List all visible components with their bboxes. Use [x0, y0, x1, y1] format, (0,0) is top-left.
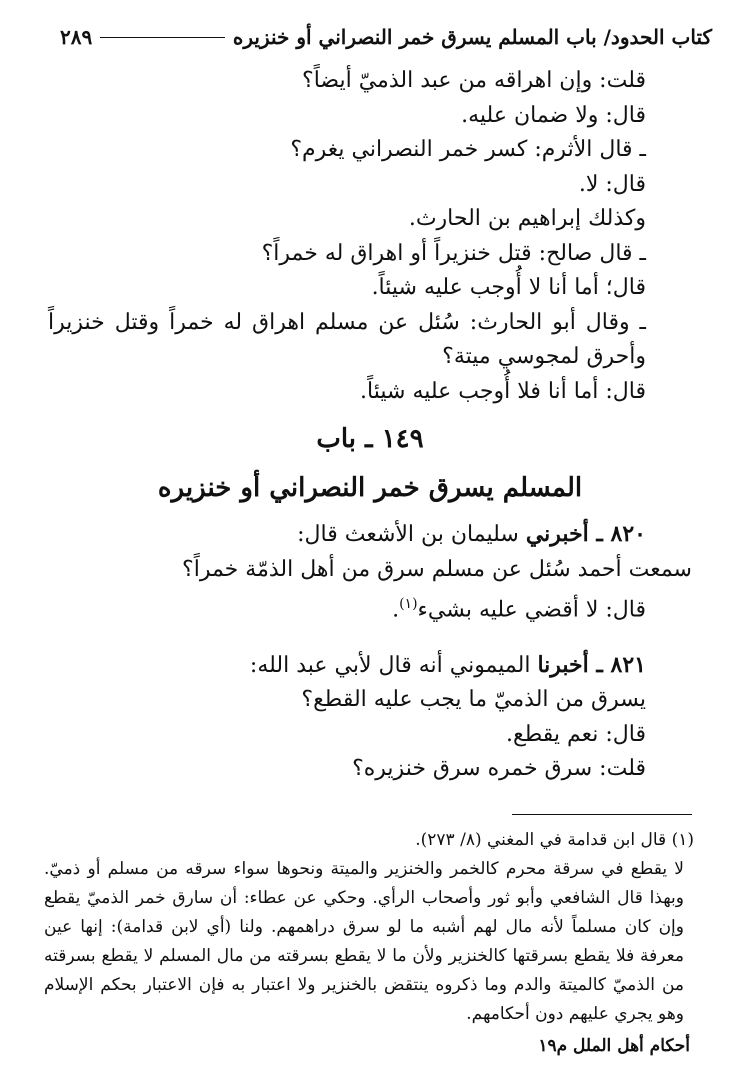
text-line: قال: لا. — [578, 171, 646, 197]
text-line: قال: نعم يقطع. — [506, 721, 646, 747]
text-line: قلت: سرق خمره سرق خنزيره؟ — [352, 756, 646, 782]
footnote-text: لا يقطع في سرقة محرم كالخمر والخنزير والميتة ونحوها سواء سرقه من مسلم أو ذميّ. وبهذا قال الشافعي وأبو ثور وأصحاب الرأي. وحكي عن عطاء: أن سارق خمر الذميّ يقطع وإن كان مسلماً لأنه مال لهم أشبه ما لو سرق دراهمهم. ولنا (أي لابن قدامة): إنها عين معرفة فلا يقطع بسرقتها كالخنزير ولأن ما لا يقطع بسرقته من مال المسلم لا يقطع بسرقته من الذميّ كالميتة والدم وما ذكروه ينتقض بالخنزير ولا اعتبار به فإن الاعتبار بحكم الإسلام وهو يجري عليهم دون أحكامهم. — [44, 859, 684, 1024]
report-number: ٨٢٠ ـ أخبرني — [525, 521, 646, 547]
report-number: ٨٢١ ـ أخبرنا — [537, 651, 646, 678]
footnote-marker[interactable]: (١) — [399, 596, 418, 612]
answer-text: قال: لا أقضي عليه بشيء — [417, 597, 646, 623]
header-rule — [100, 37, 225, 38]
answer-end: . — [392, 597, 400, 623]
chapter-title: المسلم يسرق خمر النصراني أو خنزيره — [157, 473, 583, 503]
report-820-answer — [48, 587, 692, 628]
text-line: ـ قال الأثرم: كسر خمر النصراني يغرم؟ — [290, 137, 646, 162]
text-line: قال: أما أنا فلا أُوجب عليه شيئاً. — [360, 378, 646, 404]
text-line: ـ قال صالح: قتل خنزيراً أو اهراق له خمراً؟ — [261, 240, 646, 266]
report-820-intro — [48, 517, 692, 553]
running-title: كتاب الحدود/ باب المسلم يسرق خمر النصراني أو خنزيره — [232, 25, 712, 49]
footnotes — [44, 826, 694, 1029]
text-line: يسرق من الذميّ ما يجب عليه القطع؟ — [301, 687, 646, 713]
text-line: قال؛ أما أنا لا أُوجب عليه شيئاً. — [371, 275, 646, 300]
running-header — [60, 22, 712, 52]
report-821-intro — [48, 648, 692, 684]
chapter-number-heading: ١٤٩ ـ باب — [316, 424, 424, 454]
text-line: قلت: وإن اهراقه من عبد الذميّ أيضاً؟ — [302, 68, 646, 93]
text-line: قال: ولا ضمان عليه. — [461, 102, 646, 128]
text-paragraph: ـ وقال أبو الحارث: سُئل عن مسلم اهراق له خمراً وقتل خنزيراً وأحرق لمجوسي ميتة؟ — [48, 309, 646, 369]
footer-signature: أحكام أهل الملل م١٩ — [538, 1036, 690, 1056]
spacer — [48, 628, 692, 648]
page-number: ٢٨٩ — [60, 25, 93, 49]
report-narrator: سليمان بن الأشعث قال: — [297, 522, 526, 547]
footnote-head: (١) قال ابن قدامة في المغني (٨/ ٢٧٣). — [415, 830, 694, 850]
footnote-separator — [512, 814, 692, 815]
text-line: سمعت أحمد سُئل عن مسلم سرق من أهل الذمّة خمراً؟ — [182, 556, 692, 582]
main-text — [48, 64, 692, 787]
text-line: وكذلك إبراهيم بن الحارث. — [408, 206, 646, 231]
report-narrator: الميموني أنه قال لأبي عبد الله: — [249, 652, 538, 678]
